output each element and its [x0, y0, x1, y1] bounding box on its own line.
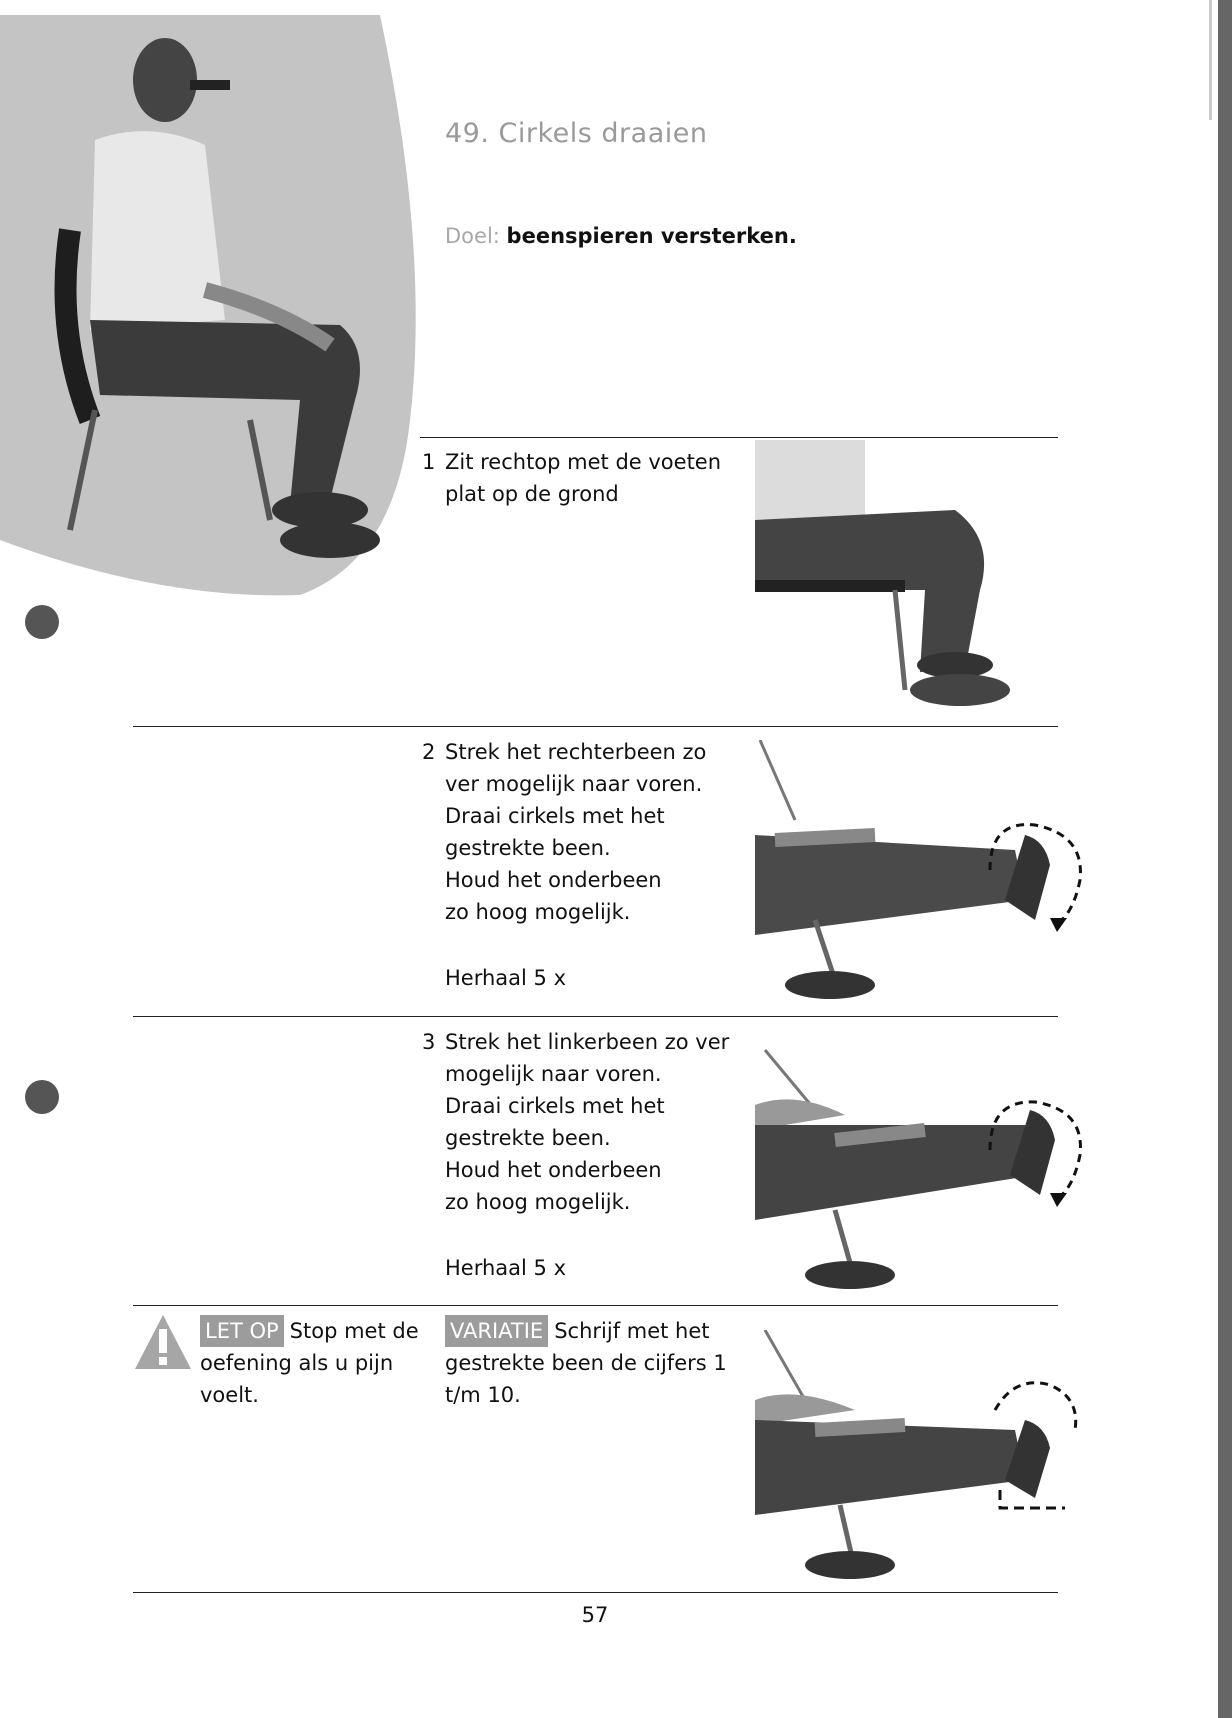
- rule-3: [133, 1016, 1058, 1017]
- rule-1: [420, 437, 1058, 438]
- rule-5: [133, 1592, 1058, 1593]
- rule-4: [133, 1305, 1058, 1306]
- step-1-text: Zit rechtop met de voeten plat op de grond: [445, 450, 722, 506]
- variation-photo: [755, 1330, 1085, 1590]
- step-2-number: 2: [422, 740, 436, 764]
- page-number: 57: [581, 1603, 609, 1627]
- step-3-photo: [755, 1030, 1085, 1300]
- caution-note: [200, 1315, 435, 1411]
- step-2-repeat: Herhaal 5 x: [445, 966, 566, 990]
- scan-edge: [1218, 0, 1232, 1718]
- caution-label: LET OP: [200, 1315, 284, 1347]
- scan-edge-light: [1209, 0, 1212, 120]
- variation-note: [445, 1315, 735, 1411]
- hero-seated-man-image: [0, 0, 440, 600]
- step-2-text: Strek het rechterbeen zo ver mogelijk naar voren. Draai cirkels met het gestrekte been. Houd het onderbeen zo hoog mogelijk.: [445, 740, 707, 924]
- step-1-photo: [755, 440, 1025, 720]
- rule-2: [133, 726, 1058, 727]
- goal-label: Doel:: [445, 224, 500, 248]
- warning-triangle-icon: [133, 1313, 193, 1371]
- caution-text: Stop met de oefening als u pijn voelt.: [200, 1319, 419, 1407]
- step-3-number: 3: [422, 1030, 436, 1054]
- step-2-photo: [755, 740, 1085, 1010]
- page-title: 49. Cirkels draaien: [445, 118, 708, 149]
- goal-line: [445, 224, 797, 248]
- margin-dot-bottom: [25, 1080, 59, 1114]
- goal-text: beenspieren versterken.: [506, 224, 797, 248]
- step-3-repeat: Herhaal 5 x: [445, 1256, 566, 1280]
- margin-dot-top: [25, 605, 59, 639]
- variation-text: Schrijf met het gestrekte been de cijfers 1 t/m 10.: [445, 1319, 727, 1407]
- step-1-number: 1: [422, 450, 436, 474]
- variation-label: VARIATIE: [445, 1315, 548, 1347]
- step-3-text: Strek het linkerbeen zo ver mogelijk naar voren. Draai cirkels met het gestrekte been. Houd het onderbeen zo hoog mogelijk.: [445, 1030, 730, 1214]
